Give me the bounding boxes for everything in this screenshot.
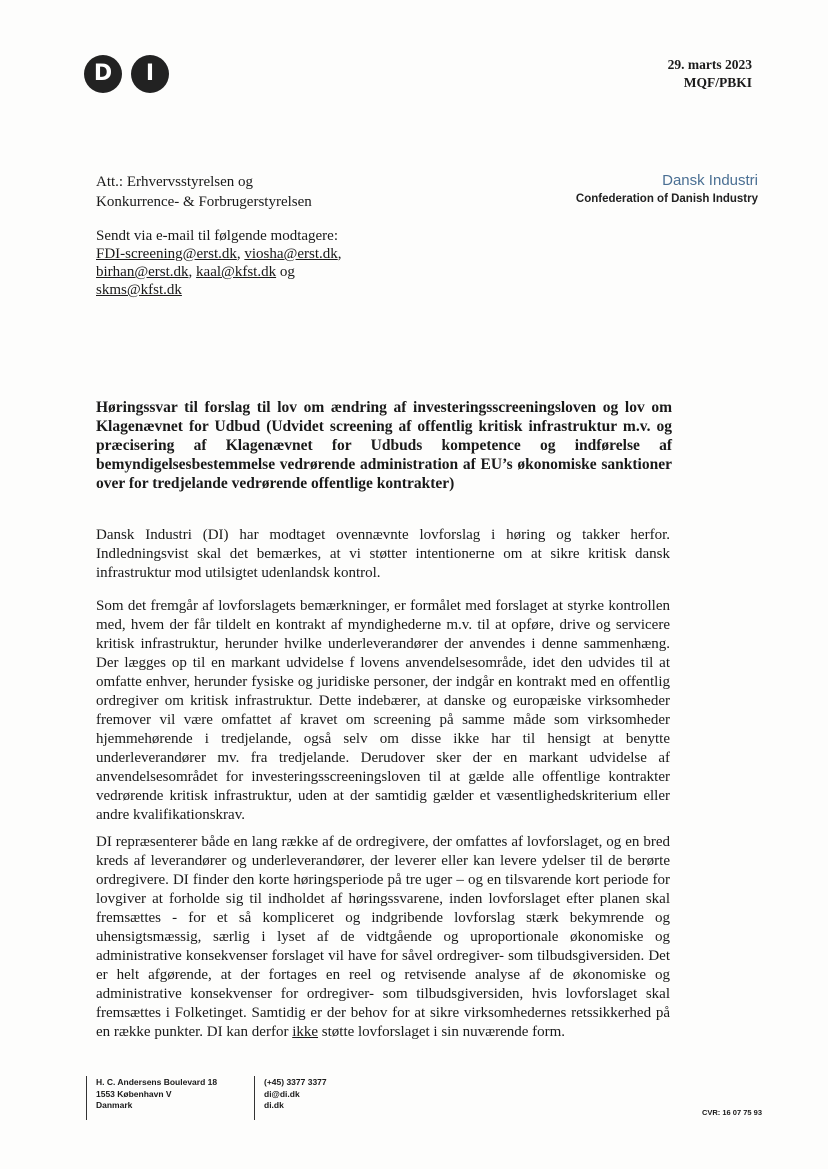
logo-letter-i: I (131, 55, 169, 93)
paragraph-2: Som det fremgår af lovforslagets bemærkninger, er formålet med forslaget at styrke kontrollen med, hvem der får tildelt en kontrakt af myndighederne m.v. til at opføre, drive og servicere kritisk infrastruktur, herunder hvilke underleverandører der anvendes i denne sammenhæng. Der lægges op til en markant udvidelse f lovens anvendelsesområde, idet den udvides til at omfatte enhver, herunder fysiske og juridiske personer, der indgår en kontrakt med en offentlig ordregiver om kritisk infrastruktur. Dette indebærer, at danske og europæiske virksomheder fremover vil være omfattet af kravet om screening på samme måde som virksomheder hjemmehørende i tredjelande, også selv om disse ikke har til hensigt at benytte underleverandører mv. fra tredjelande. Derudover sker der en markant udvidelse af anvendelsesområdet for investeringsscreeningsloven til at gælde alle offentlige kontrakter vedrørende kritisk infrastruktur, uden at der samtidig gælder et væsentlighedskriterium eller andre kvalifikationskrav. (96, 598, 670, 823)
email-link[interactable]: kaal@kfst.dk (196, 264, 277, 280)
footer-divider (86, 1076, 87, 1120)
date-reference (668, 56, 752, 92)
email-link[interactable]: skms@kfst.dk (96, 282, 182, 298)
attention-line-2: Konkurrence- & Forbrugerstyrelsen (96, 194, 312, 210)
logo-letter-d: D (84, 55, 122, 93)
footer-contact (264, 1077, 327, 1112)
separator: , (188, 264, 197, 280)
recipients-intro: Sendt via e-mail til følgende modtagere: (96, 228, 339, 244)
separator: , (236, 246, 245, 262)
paragraph-3-main: DI repræsenterer både en lang række af de ordregivere, der omfattes af lovforslaget, og en bred kreds af leverandører og underleverandører, der leverer eller kan levere ydelser til de berørte ordregivere. DI finder den korte høringsperiode på tre uger – og en tilsvarende kort periode for lovgiver at forholde sig til indholdet af høringssvarene, inden lovforslaget efter planen skal fremsættes - for et så kompliceret og indgribende lovforslag stærk bekymrende og uhensigtsmæssig, særlig i lyset af de vidtgående og uproportionale økonomiske og administrative konsekvenser forslaget vil have for såvel ordregiver- som tilbudsgiversiden. Det er helt afgørende, at der fortages en reel og retvisende analyse af de økonomiske og administrative konsekvenser for ordregiver- som tilbudsgiversiden, hvis lovforslaget skal fremsættes i Folketinget. Samtidig er der behov for at sikre virksomhedernes retssikkerhed på en række punkter. DI kan derfor (96, 834, 670, 1040)
paragraph-1: Dansk Industri (DI) har modtaget ovennævnte lovforslag i høring og takker herfor. Indledningsvist skal det bemærkes, at vi støtter intentionerne om at sikre kritisk dansk infrastruktur mod utilsigtet udenlandsk kontrol. (96, 527, 670, 581)
brand-block (576, 172, 758, 207)
recipients-line-2 (96, 263, 342, 281)
footer-address (96, 1077, 217, 1112)
paragraph-3-end: støtte lovforslaget i sin nuværende form. (318, 1024, 566, 1040)
separator: og (276, 264, 295, 280)
separator: , (337, 246, 342, 262)
letter-date: 29. marts 2023 (667, 57, 752, 72)
email-link[interactable]: birhan@erst.dk (96, 264, 189, 280)
attention-block (96, 172, 312, 212)
footer-email: di@di.dk (264, 1088, 300, 1099)
recipients-block (96, 227, 342, 299)
attention-line-1: Att.: Erhvervsstyrelsen og (96, 174, 254, 190)
footer-phone: (+45) 3377 3377 (264, 1077, 327, 1087)
footer-address-line-3: Danmark (96, 1100, 133, 1110)
footer-address-line-2: 1553 København V (96, 1088, 172, 1099)
brand-subtitle: Confederation of Danish Industry (575, 193, 758, 205)
document-title: Høringssvar til forslag til lov om ændring af investeringsscreeningsloven og lov om Klagenævnet for Udbud (Udvidet screening af offentlig kritisk infrastruktur m.v. og præcisering af Klagenævnet for Udbuds kompetence og indførelse af bemyndigelsesbestemmelse vedrørende administration af EU’s økonomiske sanktioner over for tredjelande vedrørende offentlige kontrakter) (96, 399, 672, 492)
email-link[interactable]: FDI-screening@erst.dk (96, 246, 237, 262)
paragraph-3-emphasis: ikke (292, 1024, 319, 1040)
footer-cvr: CVR: 16 07 75 93 (701, 1108, 762, 1117)
footer-address-line-1: H. C. Andersens Boulevard 18 (96, 1077, 218, 1087)
recipients-line-3 (96, 281, 342, 299)
footer-web: di.dk (264, 1100, 284, 1110)
paragraph-3 (96, 833, 670, 1042)
recipients-line-1 (96, 245, 342, 263)
email-link[interactable]: viosha@erst.dk (244, 246, 338, 262)
letter-reference: MQF/PBKI (683, 75, 752, 90)
brand-name: Dansk Industri (662, 172, 758, 189)
footer-divider (254, 1076, 255, 1120)
